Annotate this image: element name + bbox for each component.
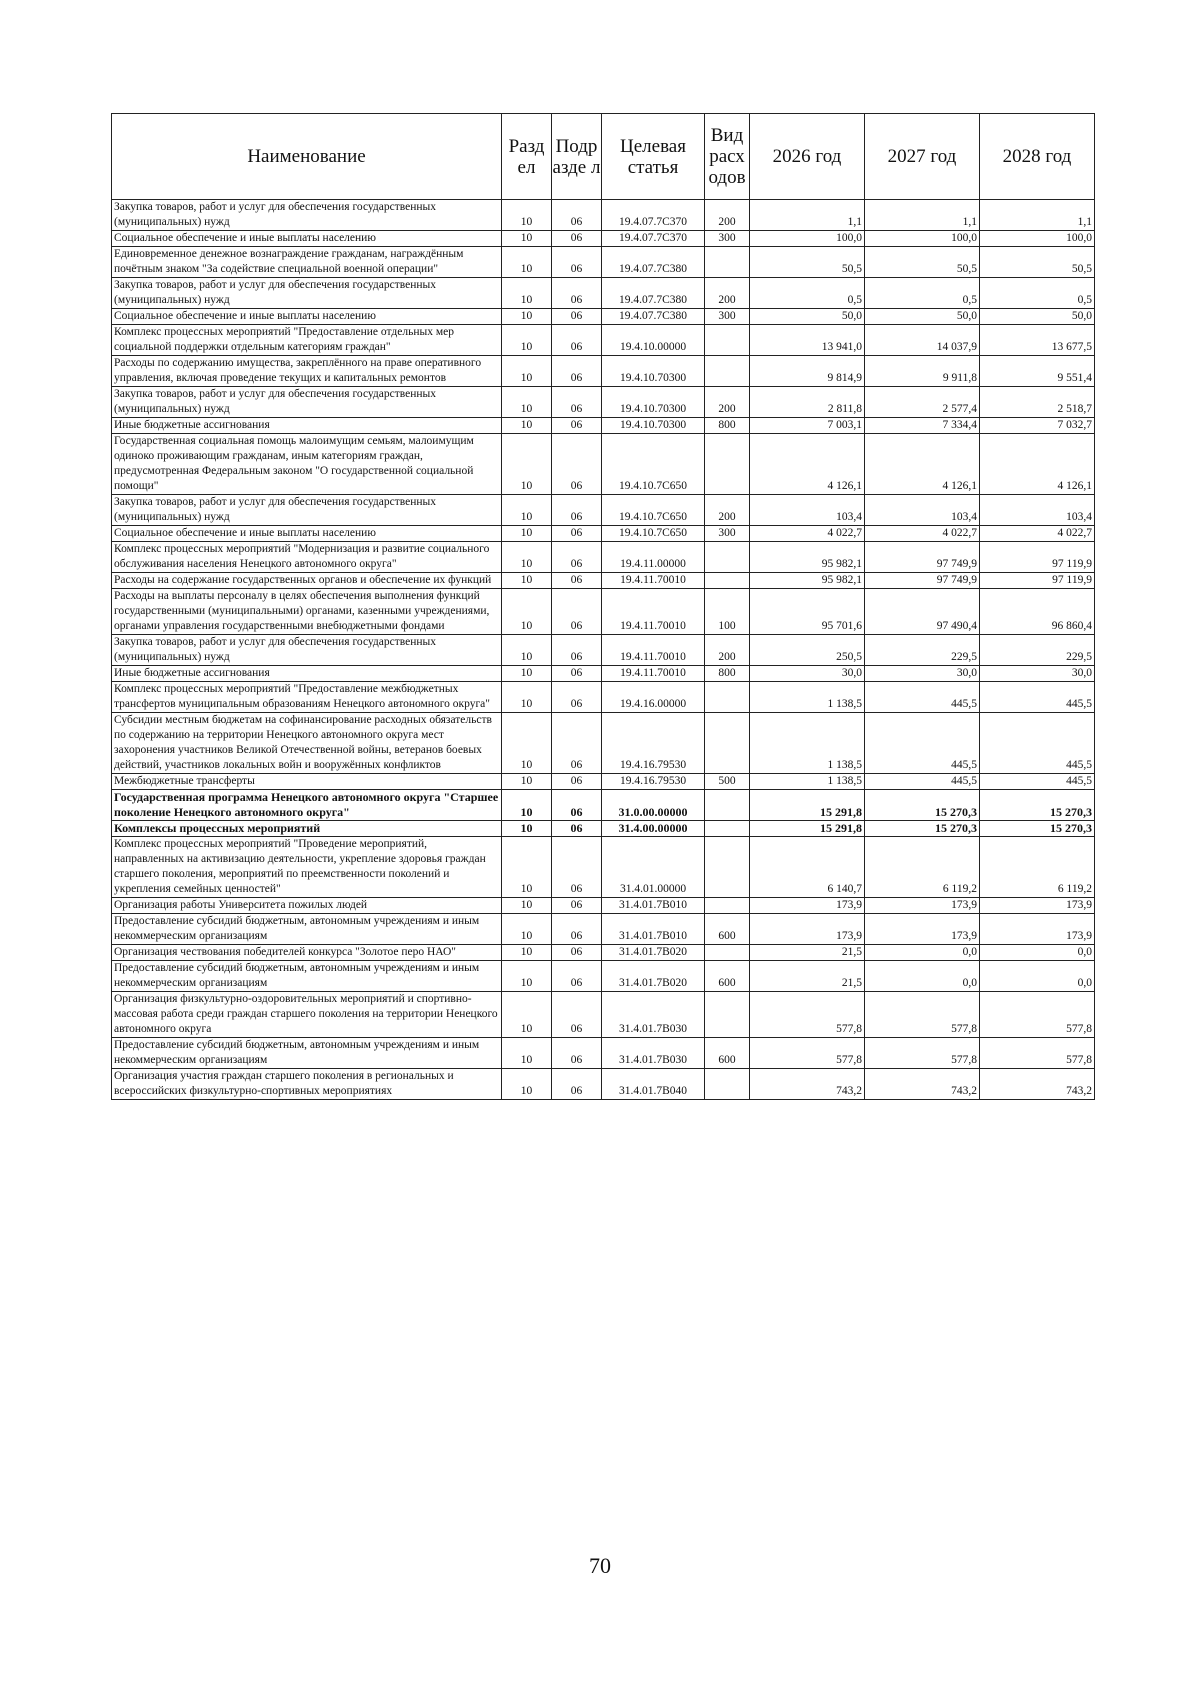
table-row [112,387,1095,418]
cell-year-2028: 173,9 [980,898,1095,914]
cell-year-2026: 50,5 [750,247,865,278]
cell-year-2027: 445,5 [865,774,980,790]
header-year-2027: 2027 год [865,114,980,200]
cell-name: Расходы по содержанию имущества, закреплённого на праве оперативного управления, включая проведение текущих и капитальных ремонтов [112,356,502,387]
cell-year-2027: 743,2 [865,1069,980,1100]
table-header-row [112,114,1095,200]
cell-section: 10 [502,1038,552,1069]
cell-name: Организация участия граждан старшего поколения в региональных и всероссийских физкультурно-спортивных мероприятиях [112,1069,502,1100]
cell-year-2026: 95 982,1 [750,542,865,573]
cell-year-2026: 577,8 [750,992,865,1038]
cell-target-article: 19.4.07.7С370 [602,231,705,247]
cell-name: Организация физкультурно-оздоровительных мероприятий и спортивно-массовая работа среди граждан старшего поколения на территории Ненецкого автономного округа [112,992,502,1038]
cell-year-2028: 9 551,4 [980,356,1095,387]
cell-subsection: 06 [552,495,602,526]
cell-year-2027: 97 490,4 [865,589,980,635]
cell-section: 10 [502,418,552,434]
cell-section: 10 [502,247,552,278]
cell-target-article: 19.4.10.70300 [602,387,705,418]
cell-expense-kind: 200 [705,635,750,666]
cell-year-2028: 30,0 [980,666,1095,682]
cell-year-2026: 743,2 [750,1069,865,1100]
cell-target-article: 19.4.10.00000 [602,325,705,356]
cell-subsection: 06 [552,247,602,278]
cell-year-2028: 2 518,7 [980,387,1095,418]
cell-name: Государственная социальная помощь малоимущим семьям, малоимущим одиноко проживающим гражданам, иным категориям граждан, предусмотренная Федеральным законом "О государственной социальной помощи" [112,434,502,495]
cell-year-2026: 13 941,0 [750,325,865,356]
cell-target-article: 19.4.07.7С380 [602,278,705,309]
table-row [112,231,1095,247]
cell-expense-kind [705,542,750,573]
cell-year-2028: 577,8 [980,1038,1095,1069]
cell-expense-kind [705,682,750,713]
cell-year-2026: 250,5 [750,635,865,666]
cell-target-article: 31.4.01.7В010 [602,898,705,914]
cell-year-2027: 14 037,9 [865,325,980,356]
cell-target-article: 19.4.11.70010 [602,589,705,635]
cell-name: Закупка товаров, работ и услуг для обеспечения государственных (муниципальных) нужд [112,200,502,231]
cell-year-2026: 6 140,7 [750,837,865,898]
cell-expense-kind [705,898,750,914]
cell-section: 10 [502,914,552,945]
cell-name: Социальное обеспечение и иные выплаты населению [112,526,502,542]
cell-section: 10 [502,589,552,635]
table-row [112,309,1095,325]
cell-target-article: 31.4.01.7В010 [602,914,705,945]
cell-year-2027: 173,9 [865,898,980,914]
cell-target-article: 31.4.01.7В040 [602,1069,705,1100]
cell-target-article: 31.4.01.7В020 [602,961,705,992]
cell-subsection: 06 [552,418,602,434]
cell-subsection: 06 [552,526,602,542]
cell-year-2027: 445,5 [865,713,980,774]
cell-year-2027: 4 022,7 [865,526,980,542]
cell-subsection: 06 [552,790,602,821]
cell-section: 10 [502,434,552,495]
cell-section: 10 [502,309,552,325]
cell-name: Государственная программа Ненецкого автономного округа "Старшее поколение Ненецкого автономного округа" [112,790,502,821]
cell-section: 10 [502,790,552,821]
table-row [112,356,1095,387]
cell-name: Закупка товаров, работ и услуг для обеспечения государственных (муниципальных) нужд [112,495,502,526]
cell-year-2028: 445,5 [980,682,1095,713]
cell-year-2027: 577,8 [865,992,980,1038]
cell-subsection: 06 [552,542,602,573]
cell-year-2028: 0,0 [980,945,1095,961]
cell-subsection: 06 [552,666,602,682]
table-row [112,961,1095,992]
cell-expense-kind: 200 [705,278,750,309]
cell-target-article: 19.4.10.7С650 [602,526,705,542]
cell-year-2028: 100,0 [980,231,1095,247]
cell-year-2026: 9 814,9 [750,356,865,387]
cell-year-2026: 95 982,1 [750,573,865,589]
cell-year-2028: 0,5 [980,278,1095,309]
cell-name: Комплекс процессных мероприятий "Предоставление отдельных мер социальной поддержки отдельным категориям граждан" [112,325,502,356]
cell-year-2027: 50,0 [865,309,980,325]
table-row [112,790,1095,821]
cell-year-2027: 97 749,9 [865,573,980,589]
cell-name: Организация чествования победителей конкурса "Золотое перо НАО" [112,945,502,961]
cell-expense-kind: 300 [705,526,750,542]
cell-year-2027: 2 577,4 [865,387,980,418]
cell-subsection: 06 [552,356,602,387]
cell-year-2028: 103,4 [980,495,1095,526]
cell-year-2027: 6 119,2 [865,837,980,898]
table-row [112,992,1095,1038]
cell-section: 10 [502,713,552,774]
table-row [112,666,1095,682]
cell-name: Закупка товаров, работ и услуг для обеспечения государственных (муниципальных) нужд [112,635,502,666]
cell-year-2026: 4 126,1 [750,434,865,495]
cell-year-2026: 577,8 [750,1038,865,1069]
cell-year-2026: 1 138,5 [750,713,865,774]
cell-target-article: 19.4.11.70010 [602,666,705,682]
cell-section: 10 [502,945,552,961]
page-number: 70 [589,1553,611,1578]
cell-year-2028: 743,2 [980,1069,1095,1100]
cell-year-2026: 2 811,8 [750,387,865,418]
cell-year-2026: 1,1 [750,200,865,231]
table-row [112,434,1095,495]
table-row [112,635,1095,666]
cell-year-2028: 50,5 [980,247,1095,278]
cell-year-2026: 7 003,1 [750,418,865,434]
cell-subsection: 06 [552,713,602,774]
cell-section: 10 [502,526,552,542]
cell-year-2028: 4 126,1 [980,434,1095,495]
header-section: Разд ел [502,114,552,200]
cell-section: 10 [502,635,552,666]
cell-subsection: 06 [552,387,602,418]
cell-expense-kind [705,713,750,774]
cell-year-2028: 15 270,3 [980,790,1095,821]
cell-year-2027: 0,5 [865,278,980,309]
cell-subsection: 06 [552,945,602,961]
cell-expense-kind: 800 [705,666,750,682]
cell-section: 10 [502,961,552,992]
cell-target-article: 19.4.10.7С650 [602,495,705,526]
cell-subsection: 06 [552,1069,602,1100]
table-row [112,573,1095,589]
cell-target-article: 19.4.16.00000 [602,682,705,713]
cell-year-2027: 103,4 [865,495,980,526]
table-row [112,1038,1095,1069]
table-row [112,945,1095,961]
cell-name: Комплекс процессных мероприятий "Модернизация и развитие социального обслуживания населения Ненецкого автономного округа" [112,542,502,573]
cell-year-2027: 15 270,3 [865,821,980,837]
table-row [112,278,1095,309]
cell-section: 10 [502,666,552,682]
cell-name: Социальное обеспечение и иные выплаты населению [112,231,502,247]
cell-target-article: 19.4.11.70010 [602,573,705,589]
cell-name: Организация работы Университета пожилых людей [112,898,502,914]
cell-year-2027: 100,0 [865,231,980,247]
cell-subsection: 06 [552,589,602,635]
cell-year-2026: 173,9 [750,898,865,914]
cell-subsection: 06 [552,821,602,837]
cell-section: 10 [502,231,552,247]
cell-subsection: 06 [552,231,602,247]
cell-section: 10 [502,356,552,387]
cell-year-2027: 97 749,9 [865,542,980,573]
cell-year-2028: 229,5 [980,635,1095,666]
cell-target-article: 19.4.11.70010 [602,635,705,666]
cell-year-2027: 15 270,3 [865,790,980,821]
cell-year-2027: 229,5 [865,635,980,666]
cell-expense-kind [705,247,750,278]
cell-subsection: 06 [552,682,602,713]
cell-year-2028: 445,5 [980,774,1095,790]
table-row [112,247,1095,278]
cell-expense-kind [705,790,750,821]
cell-year-2027: 0,0 [865,945,980,961]
cell-name: Иные бюджетные ассигнования [112,418,502,434]
cell-year-2026: 15 291,8 [750,790,865,821]
cell-expense-kind: 600 [705,961,750,992]
cell-year-2027: 173,9 [865,914,980,945]
cell-year-2027: 445,5 [865,682,980,713]
cell-subsection: 06 [552,837,602,898]
cell-subsection: 06 [552,914,602,945]
cell-section: 10 [502,1069,552,1100]
table-row [112,914,1095,945]
cell-year-2026: 103,4 [750,495,865,526]
cell-expense-kind [705,573,750,589]
cell-section: 10 [502,542,552,573]
cell-section: 10 [502,495,552,526]
cell-subsection: 06 [552,961,602,992]
cell-expense-kind: 300 [705,231,750,247]
cell-target-article: 19.4.16.79530 [602,774,705,790]
cell-section: 10 [502,573,552,589]
header-expense-kind: Вид расх одов [705,114,750,200]
cell-year-2026: 0,5 [750,278,865,309]
table-row [112,589,1095,635]
cell-target-article: 31.4.01.7В030 [602,1038,705,1069]
cell-subsection: 06 [552,200,602,231]
cell-year-2026: 100,0 [750,231,865,247]
cell-subsection: 06 [552,992,602,1038]
cell-expense-kind: 200 [705,495,750,526]
cell-expense-kind [705,434,750,495]
table-row [112,682,1095,713]
cell-expense-kind: 200 [705,387,750,418]
cell-expense-kind [705,325,750,356]
cell-year-2028: 1,1 [980,200,1095,231]
cell-target-article: 31.4.01.7В020 [602,945,705,961]
cell-target-article: 19.4.11.00000 [602,542,705,573]
cell-section: 10 [502,898,552,914]
cell-year-2028: 577,8 [980,992,1095,1038]
cell-subsection: 06 [552,278,602,309]
cell-expense-kind [705,992,750,1038]
cell-name: Расходы на выплаты персоналу в целях обеспечения выполнения функций государственными (муниципальными) органами, казенными учреждениями, органами управления государственными внебюджетными фондами [112,589,502,635]
table-row [112,542,1095,573]
cell-name: Субсидии местным бюджетам на софинансирование расходных обязательств по содержанию на территории Ненецкого автономного округа мест захоронения участников Великой Отечественной войны, ветеранов боевых действий, участников локальных войн и вооружённых конфликтов [112,713,502,774]
cell-name: Предоставление субсидий бюджетным, автономным учреждениям и иным некоммерческим организациям [112,914,502,945]
cell-year-2026: 95 701,6 [750,589,865,635]
cell-year-2028: 7 032,7 [980,418,1095,434]
table-row [112,837,1095,898]
cell-expense-kind [705,837,750,898]
cell-year-2027: 577,8 [865,1038,980,1069]
cell-name: Закупка товаров, работ и услуг для обеспечения государственных (муниципальных) нужд [112,278,502,309]
cell-year-2027: 0,0 [865,961,980,992]
cell-target-article: 19.4.10.70300 [602,418,705,434]
table-row [112,774,1095,790]
cell-target-article: 31.0.00.00000 [602,790,705,821]
cell-subsection: 06 [552,1038,602,1069]
header-target-article: Целевая статья [602,114,705,200]
cell-year-2026: 4 022,7 [750,526,865,542]
cell-section: 10 [502,387,552,418]
cell-target-article: 19.4.10.7С650 [602,434,705,495]
cell-year-2026: 21,5 [750,945,865,961]
cell-year-2028: 97 119,9 [980,573,1095,589]
cell-year-2027: 4 126,1 [865,434,980,495]
cell-expense-kind: 800 [705,418,750,434]
table-row [112,200,1095,231]
cell-year-2027: 30,0 [865,666,980,682]
cell-year-2028: 96 860,4 [980,589,1095,635]
cell-section: 10 [502,325,552,356]
table-row [112,495,1095,526]
header-year-2028: 2028 год [980,114,1095,200]
cell-year-2027: 1,1 [865,200,980,231]
cell-name: Единовременное денежное вознаграждение гражданам, награждённым почётным знаком "За содействие специальной военной операции" [112,247,502,278]
table-row [112,821,1095,837]
cell-target-article: 31.4.01.00000 [602,837,705,898]
cell-section: 10 [502,774,552,790]
cell-expense-kind: 600 [705,914,750,945]
cell-year-2026: 21,5 [750,961,865,992]
cell-subsection: 06 [552,774,602,790]
cell-name: Предоставление субсидий бюджетным, автономным учреждениям и иным некоммерческим организациям [112,1038,502,1069]
cell-section: 10 [502,200,552,231]
cell-name: Межбюджетные трансферты [112,774,502,790]
cell-section: 10 [502,992,552,1038]
cell-section: 10 [502,682,552,713]
cell-name: Социальное обеспечение и иные выплаты населению [112,309,502,325]
cell-year-2028: 173,9 [980,914,1095,945]
cell-name: Комплекс процессных мероприятий "Проведение мероприятий, направленных на активизацию деятельности, укрепление здоровья граждан старшего поколения, мероприятий по преемственности поколений и укрепления семейных ценностей" [112,837,502,898]
cell-year-2026: 15 291,8 [750,821,865,837]
cell-year-2028: 50,0 [980,309,1095,325]
cell-expense-kind [705,945,750,961]
cell-year-2028: 0,0 [980,961,1095,992]
cell-expense-kind [705,821,750,837]
cell-section: 10 [502,278,552,309]
cell-section: 10 [502,837,552,898]
cell-year-2026: 50,0 [750,309,865,325]
cell-name: Предоставление субсидий бюджетным, автономным учреждениям и иным некоммерческим организациям [112,961,502,992]
cell-year-2026: 1 138,5 [750,774,865,790]
cell-name: Закупка товаров, работ и услуг для обеспечения государственных (муниципальных) нужд [112,387,502,418]
cell-year-2026: 1 138,5 [750,682,865,713]
header-subsection: Подр азде л [552,114,602,200]
cell-year-2026: 30,0 [750,666,865,682]
table-row [112,713,1095,774]
budget-table [111,113,1095,1100]
table-row [112,1069,1095,1100]
cell-expense-kind: 200 [705,200,750,231]
cell-subsection: 06 [552,898,602,914]
cell-name: Расходы на содержание государственных органов и обеспечение их функций [112,573,502,589]
header-year-2026: 2026 год [750,114,865,200]
cell-subsection: 06 [552,309,602,325]
cell-target-article: 31.4.00.00000 [602,821,705,837]
cell-expense-kind: 100 [705,589,750,635]
cell-expense-kind: 300 [705,309,750,325]
cell-section: 10 [502,821,552,837]
cell-expense-kind [705,1069,750,1100]
table-row [112,898,1095,914]
table-body [112,200,1095,1100]
cell-expense-kind: 500 [705,774,750,790]
cell-target-article: 19.4.16.79530 [602,713,705,774]
cell-target-article: 19.4.07.7С380 [602,247,705,278]
cell-name: Иные бюджетные ассигнования [112,666,502,682]
cell-subsection: 06 [552,573,602,589]
cell-target-article: 31.4.01.7В030 [602,992,705,1038]
cell-year-2028: 445,5 [980,713,1095,774]
table-row [112,418,1095,434]
cell-subsection: 06 [552,434,602,495]
cell-year-2028: 4 022,7 [980,526,1095,542]
cell-year-2027: 7 334,4 [865,418,980,434]
cell-target-article: 19.4.07.7С380 [602,309,705,325]
cell-year-2027: 9 911,8 [865,356,980,387]
table-row [112,526,1095,542]
cell-target-article: 19.4.07.7С370 [602,200,705,231]
cell-expense-kind: 600 [705,1038,750,1069]
cell-subsection: 06 [552,325,602,356]
cell-name: Комплекс процессных мероприятий "Предоставление межбюджетных трансфертов муниципальным образованиям Ненецкого автономного округа" [112,682,502,713]
cell-year-2026: 173,9 [750,914,865,945]
cell-expense-kind [705,356,750,387]
cell-year-2027: 50,5 [865,247,980,278]
cell-year-2028: 15 270,3 [980,821,1095,837]
cell-subsection: 06 [552,635,602,666]
table-row [112,325,1095,356]
cell-year-2028: 13 677,5 [980,325,1095,356]
cell-year-2028: 97 119,9 [980,542,1095,573]
header-name: Наименование [112,114,502,200]
cell-target-article: 19.4.10.70300 [602,356,705,387]
cell-year-2028: 6 119,2 [980,837,1095,898]
cell-name: Комплексы процессных мероприятий [112,821,502,837]
